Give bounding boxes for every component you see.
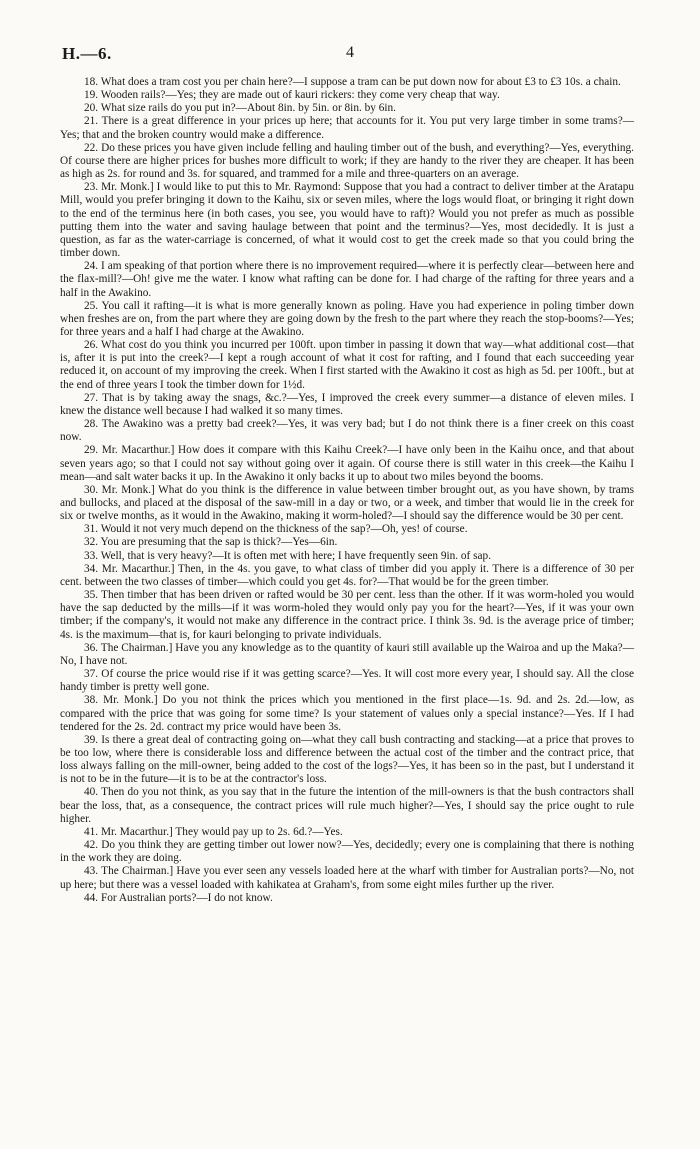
paragraph: 26. What cost do you think you incurred per 100ft. upon timber in passing it down that way—what additional cost—that is, after it is put into the creek?—I kept a rough account of what it cost for rafting, and I found that each succeeding year reduced it, on account of my improving the creek. When I first started with the Awakino it cost as high as 5d. per 100ft., but at the end of three years I took the timber down for 1½d.	[60, 339, 634, 391]
paragraph: 44. For Australian ports?—I do not know.	[84, 891, 273, 904]
paragraph: 40. Then do you not think, as you say that in the future the intention of the mill-owners is that the bush contractors shall bear the loss, that, as a consequence, the contract prices will rule much higher?—Yes, I should say the price ought to rule higher.	[60, 786, 634, 825]
paragraph: 18. What does a tram cost you per chain here?—I suppose a tram can be put down now for about £3 to £3 10s. a chain.	[84, 76, 621, 88]
paragraph: 41. Mr. Macarthur.] They would pay up to 2s. 6d.?—Yes.	[84, 825, 343, 838]
paragraph: 19. Wooden rails?—Yes; they are made out of kauri rickers: they come very cheap that way.	[84, 89, 500, 102]
paragraph: 34. Mr. Macarthur.] Then, in the 4s. you gave, to what class of timber did you apply it. There is a difference of 30 per cent. between the two classes of timber—which could you get 4s. for?—That would be for the green timber.	[60, 562, 634, 588]
page-header	[62, 44, 638, 64]
paragraph: 27. That is by taking away the snags, &c.?—Yes, I improved the creek every summer—a distance of eleven miles. I knew the distance well because I had walked it so many times.	[60, 391, 634, 417]
page-number: 4	[346, 44, 354, 61]
paragraph: 31. Would it not very much depend on the thickness of the sap?—Oh, yes! of course.	[84, 523, 468, 536]
document-reference: H.—6.	[62, 44, 112, 63]
paragraph: 42. Do you think they are getting timber out lower now?—Yes, decidedly; every one is complaining that there is nothing in the work they are doing.	[60, 839, 634, 865]
paragraph: 38. Mr. Monk.] Do you not think the prices which you mentioned in the first place—1s. 9d. and 2s. 2d.—low, as compared with the price that was going for some time? Is your statement of values only a special instance?—Yes. If I had tendered for the 2s. 2d. contract my price would have been 3s.	[60, 694, 634, 733]
paragraph: 29. Mr. Macarthur.] How does it compare with this Kaihu Creek?—I have only been in the Kaihu once, and that about seven years ago; so that I could not say without going over it again. Of course there is still water in this creek—the Kaihu I mean—and salt water backs it up. In the Awakino it only backs it up to about two miles beyond the booms.	[60, 444, 634, 483]
paragraph: 43. The Chairman.] Have you ever seen any vessels loaded here at the wharf with timber for Australian ports?—No, not up here; but there was a vessel loaded with kahikatea at Graham's, from some eight miles further up the river.	[60, 865, 634, 891]
document-body	[60, 76, 634, 905]
paragraph: 36. The Chairman.] Have you any knowledge as to the quantity of kauri still available up the Wairoa and up the Maka?—No, I have not.	[60, 641, 634, 667]
paragraph: 30. Mr. Monk.] What do you think is the difference in value between timber brought out, as you have shown, by trams and bullocks, and placed at the disposal of the saw-mill in a day or two, or a week, and timber that would lie in the creek for six or twelve months, as it would in the Awakino, making it worm-holed?—I should say the difference would be 30 per cent.	[60, 483, 634, 523]
paragraph: 33. Well, that is very heavy?—It is often met with here; I have frequently seen 9in. of sap.	[84, 549, 492, 562]
paragraph: 22. Do these prices you have given include felling and hauling timber out of the bush, and everything?—Yes, everything. Of course there are higher prices for bushes more difficult to work; if they are handy to the river they are cheaper. It has been as high as 2s. for round and 3s. for squared, and trammed for a mile and three-quarters on an average.	[60, 141, 634, 181]
paragraph: 20. What size rails do you put in?—About 8in. by 5in. or 8in. by 6in.	[84, 102, 396, 115]
paragraph: 25. You call it rafting—it is what is more generally known as poling. Have you had experience in poling timber down when freshes are on, from the part where they are going down by the fresh to the part where they reach the stop-booms?—Yes; for three years and a half I had charge at the Awakino.	[60, 299, 634, 338]
paragraph: 23. Mr. Monk.] I would like to put this to Mr. Raymond: Suppose that you had a contract to deliver timber at the Aratapu Mill, would you prefer bringing it down to the Kaihu, six or seven miles, where the logs would float, or bringing it right down to the end of the terminus here (in both cases, you see, you would have to raft)? Would you not prefer as much as possible putting them into the water and saving haulage between that point and the terminus?—Yes, most decidedly. It is just a question, as far as the water-carriage is concerned, of what it would cost to get the creek made so that you could bring the timber down.	[60, 181, 634, 260]
paragraph: 35. Then timber that has been driven or rafted would be 30 per cent. less than the other. If it was worm-holed you would have the sap deducted by the mills—if it was worm-holed they would only pay you for the heart?—Yes, if it was your own timber; if the company's, it would not make any difference in the contract price. I think 3s. 9d. is the average price of timber; 4s. is the maximum—that is, for kauri belonging to private individuals.	[60, 589, 634, 641]
paragraph: 39. Is there a great deal of contracting going on—what they call bush contracting and stacking—at a price that proves to be too low, where there is considerable loss and difference between the actual cost of the timber and the contract price, that loss always falling on the mill-owner, being added to the cost of the logs?—Yes, it has been so in the past, but I understand it is not to be in the future—it is to be at the contractor's loss.	[60, 733, 634, 786]
paragraph: 37. Of course the price would rise if it was getting scarce?—Yes. It will cost more every year, I should say. All the close handy timber is pretty well gone.	[60, 668, 634, 694]
paragraph: 28. The Awakino was a pretty bad creek?—Yes, it was very bad; but I do not think there is a finer creek on this coast now.	[60, 418, 634, 444]
paragraph: 32. You are presuming that the sap is thick?—Yes—6in.	[84, 536, 338, 549]
paragraph: 24. I am speaking of that portion where there is no improvement required—where it is perfectly clear—between here and the flax-mill?—Oh! give me the water. I know what rafting can be done for. I had charge of the rafting for three years and a half in the Awakino.	[60, 260, 634, 299]
paragraph: 21. There is a great difference in your prices up here; that accounts for it. You put very large timber in some trams?—Yes; that and the broken country would make a difference.	[60, 115, 634, 141]
